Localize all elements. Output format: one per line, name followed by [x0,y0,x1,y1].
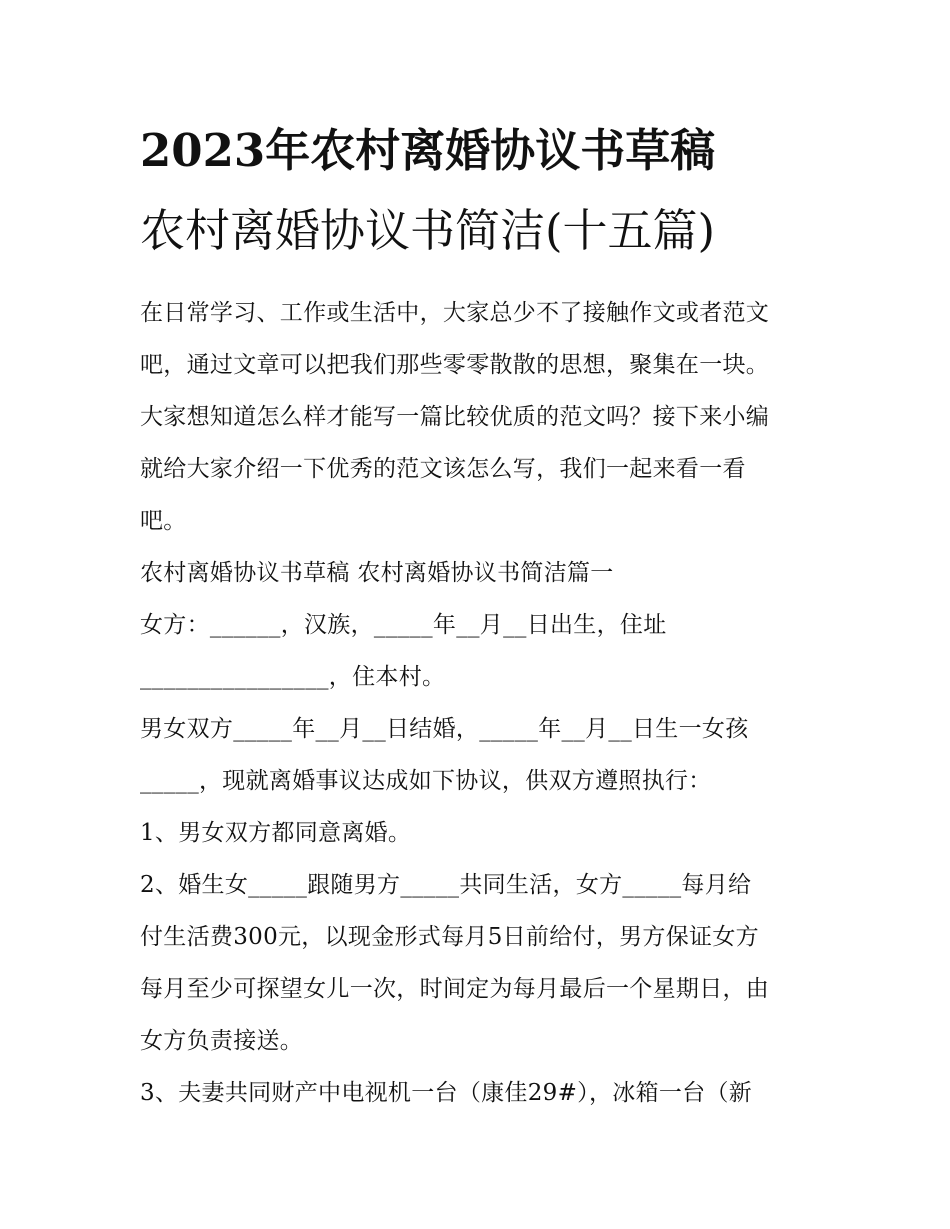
agreement-line: _____，现就离婚事议达成如下协议，供双方遵照执行： [140,768,712,794]
clause-line: 2、婚生女_____跟随男方_____共同生活，女方_____每月给 [140,872,752,898]
party-line: 女方：______，汉族，_____年__月__日出生，住址 [140,612,667,638]
intro-line: 就给大家介绍一下优秀的范文该怎么写，我们一起来看一看 [140,456,746,482]
section-heading: 农村离婚协议书草稿 农村离婚协议书简洁篇一 [140,560,614,586]
intro-line: 大家想知道怎么样才能写一篇比较优质的范文吗？接下来小编 [140,404,770,430]
document-body [140,287,820,1119]
intro-line: 吧，通过文章可以把我们那些零零散散的思想，聚集在一块。 [140,352,770,378]
clause-line: 女方负责接送。 [140,1028,304,1054]
clause-line: 3、夫妻共同财产中电视机一台（康佳29#），冰箱一台（新 [140,1080,753,1106]
document-title: 2023年农村离婚协议书草稿 [140,124,716,177]
agreement-line: 男女双方_____年__月__日结婚，_____年__月__日生一女孩 [140,716,749,742]
clause-line: 每月至少可探望女儿一次，时间定为每月最后一个星期日，由 [140,976,770,1002]
clause-line: 1、男女双方都同意离婚。 [140,820,412,846]
document-subtitle: 农村离婚协议书简洁(十五篇) [140,204,716,257]
intro-line: 吧。 [140,508,187,534]
party-line: ________________，住本村。 [140,664,446,690]
clause-line: 付生活费300元，以现金形式每月5日前给付，男方保证女方 [140,924,759,950]
document-page [140,118,820,1119]
intro-line: 在日常学习、工作或生活中，大家总少不了接触作文或者范文 [140,300,770,326]
